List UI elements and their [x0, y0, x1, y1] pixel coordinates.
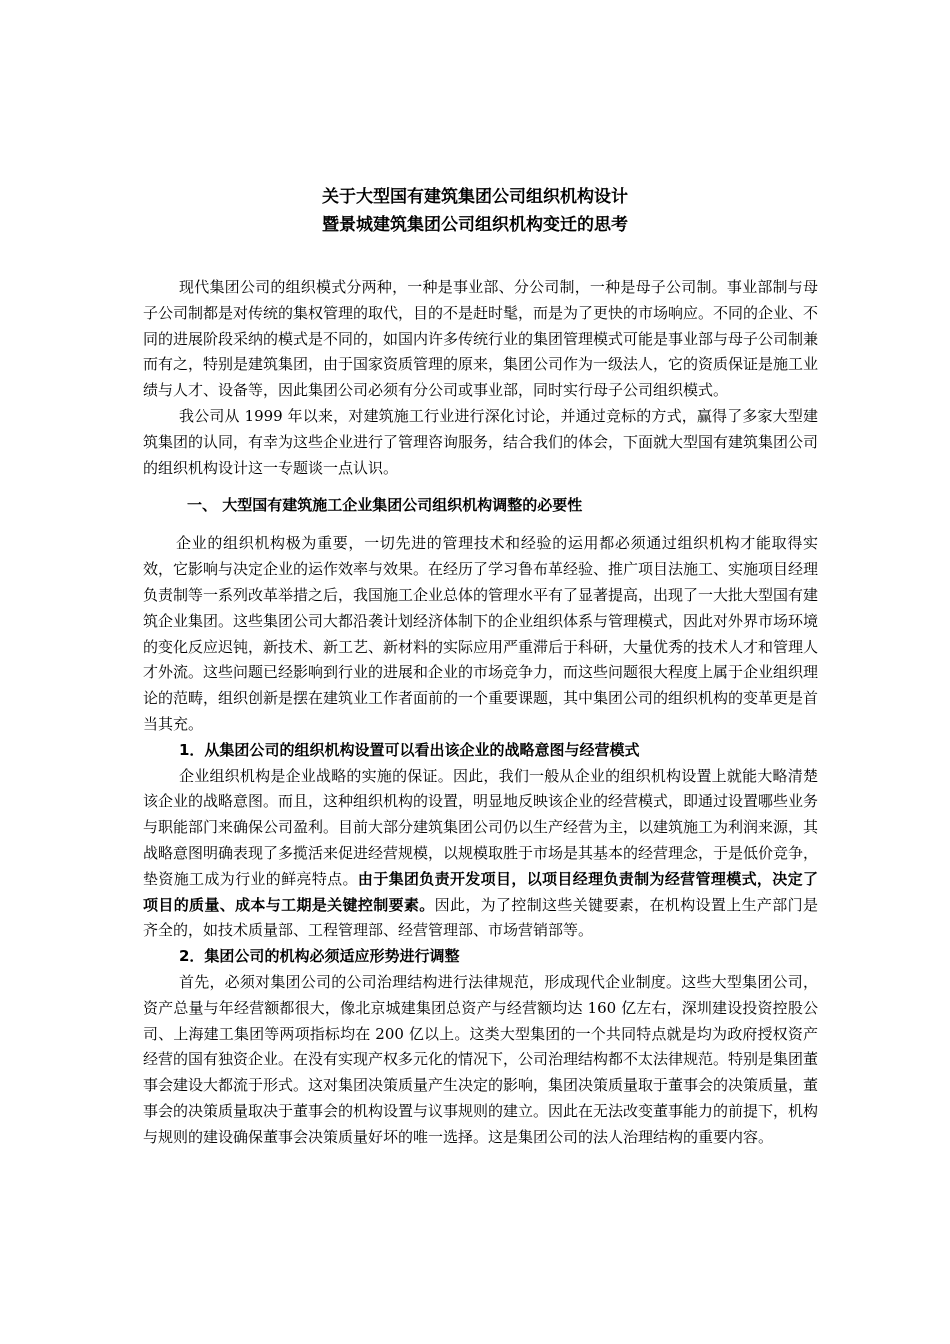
- subsection-2-paragraph: 首先，必须对集团公司的公司治理结构进行法律规范，形成现代企业制度。这些大型集团公司，资产总量与年经营额都很大，像北京城建集团总资产与经营额均达 160 亿左右，深圳建设投资控股公司、上海建工集团等两项指标均在 200 亿以上。这类大型集团的一个共同特点就是均为政府授权资产经营的国有独资企业。在没有实现产权多元化的情况下，公司治理结构都不太法律规范。特别是集团董事会建设大都流于形式。这对集团决策质量产生决定的影响，集团决策质量取于董事会的决策质量，董事会的决策质量取决于董事会的机构设置与议事规则的建立。因此在无法改变董事能力的前提下，机构与规则的建设确保董事会决策质量好坏的唯一选择。这是集团公司的法人治理结构的重要内容。: [143, 972, 819, 1146]
- document-body: [143, 275, 818, 1151]
- subsection-1-paragraph: [143, 764, 818, 945]
- subsection-2-heading: 2．集团公司的机构必须适应形势进行调整: [179, 947, 460, 966]
- title-line-2: 暨景城建筑集团公司组织机构变迁的思考: [322, 215, 628, 235]
- intro-paragraph-2: 我公司从 1999 年以来，对建筑施工行业进行深化讨论，并通过竞标的方式，赢得了多家大型建筑集团的认同，有幸为这些企业进行了管理咨询服务，结合我们的体会，下面就大型国有建筑集团公司的组织机构设计这一专题谈一点认识。: [143, 406, 819, 477]
- subsection-1-heading: 1．从集团公司的组织机构设置可以看出该企业的战略意图与经营模式: [179, 740, 640, 759]
- document-title: [0, 183, 950, 239]
- title-line-1: 关于大型国有建筑集团公司组织机构设计: [322, 187, 628, 207]
- section-1-paragraph: 企业的组织机构极为重要，一切先进的管理技术和经验的运用都必须通过组织机构才能取得实效，它影响与决定企业的运作效率与效果。在经历了学习鲁布革经验、推广项目法施工、实施项目经理负责制等一系列改革举措之后，我国施工企业总体的管理水平有了显著提高，出现了一大批大型国有建筑企业集团。这些集团公司大都沿袭计划经济体制下的企业组织体系与管理模式，因此对外界市场环境的变化反应迟钝，新技术、新工艺、新材料的实际应用严重滞后于科研，大量优秀的技术人才和管理人才外流。这些问题已经影响到行业的进展和企业的市场竞争力，而这些问题很大程度上属于企业组织理论的范畴，组织创新是摆在建筑业工作者面前的一个重要课题，其中集团公司的组织机构的变革更是首当其充。: [143, 534, 819, 733]
- subsection-1-text-after: 因此，为了控制这些关键要素，在机构设置上生产部门是齐全的，如技术质量部、工程管理部、经营管理部、市场营销部等。: [143, 895, 818, 940]
- intro-paragraph-1: 现代集团公司的组织模式分两种，一种是事业部、分公司制，一种是母子公司制。事业部制与母子公司制都是对传统的集权管理的取代，目的不是赶时髦，而是为了更快的市场响应。不同的企业、不同的进展阶段采纳的模式是不同的，如国内许多传统行业的集团管理模式可能是事业部与母子公司制兼而有之，特别是建筑集团，由于国家资质管理的原来，集团公司作为一级法人，它的资质保证是施工业绩与人才、设备等，因此集团公司必须有分公司或事业部，同时实行母子公司组织模式。: [143, 278, 819, 400]
- section-1-heading: 一、 大型国有建筑施工企业集团公司组织机构调整的必要性: [187, 496, 583, 515]
- subsection-1-text-before: 企业组织机构是企业战略的实施的保证。因此，我们一般从企业的组织机构设置上就能大略清楚该企业的战略意图。而且，这种组织机构的设置，明显地反映该企业的经营模式，即通过设置哪些业务与职能部门来确保公司盈利。目前大部分建筑集团公司仍以生产经营为主，以建筑施工为利润来源，其战略意图明确表现了多揽活来促进经营规模，以规模取胜于市场是其基本的经营理念，于是低价竞争，垫资施工成为行业的鲜亮特点。: [143, 766, 819, 888]
- subsection-1-text-bold: 由于集团负责开发项目，以项目经理负责制为经营管理模式，决定了项目的质量、成本与工期是关键控制要素。: [143, 869, 818, 914]
